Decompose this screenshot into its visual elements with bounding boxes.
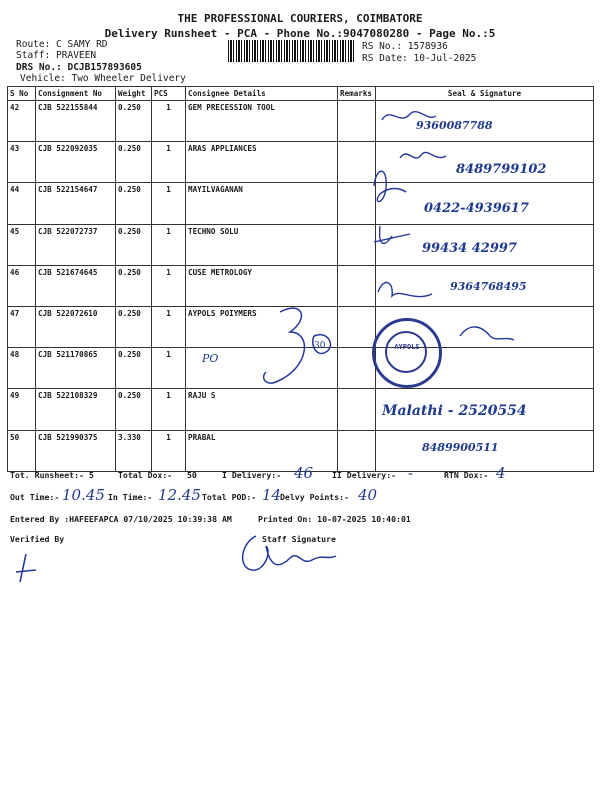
cell-sno: 50 xyxy=(8,430,36,471)
stamp-inner-ring xyxy=(385,331,427,373)
mark-stroke xyxy=(264,308,305,383)
cell-consignee: GEM PRECESSION TOOL xyxy=(186,101,338,142)
cell-pcs: 1 xyxy=(152,389,186,430)
cell-consignee: TECHNO SOLU xyxy=(186,224,338,265)
cell-sno: 48 xyxy=(8,348,36,389)
company-seal-stamp xyxy=(372,318,442,388)
staff-signature-scribble xyxy=(232,526,352,582)
cell-sno: 43 xyxy=(8,142,36,183)
handwritten-phone: 0422-4939617 xyxy=(424,201,529,217)
cell-consignee: RAJU S xyxy=(186,389,338,430)
cell-sno: 49 xyxy=(8,389,36,430)
handwritten-name-phone: Malathi - 2520554 xyxy=(382,403,527,420)
stamp-text: AYPOLS xyxy=(394,343,420,351)
staff-signature-label: Staff Signature xyxy=(262,534,336,544)
staff-label: Staff: PRAVEEN xyxy=(16,50,97,61)
i-delivery-value: 46 xyxy=(294,464,314,482)
rtn-dox-label: RTN Dox:- xyxy=(444,470,489,480)
total-pod-value: 14 xyxy=(262,486,282,504)
cell-consignment: CJB 521170865 xyxy=(36,348,116,389)
cell-sno: 42 xyxy=(8,101,36,142)
cell-pcs: 1 xyxy=(152,183,186,224)
vehicle-label: Vehicle: Two Wheeler Delivery xyxy=(20,73,186,84)
drs-number: DRS No.: DCJB157893605 xyxy=(16,62,142,73)
col-header-sno: S No xyxy=(8,87,36,101)
route-label: Route: C SAMY RD xyxy=(16,39,108,50)
out-time-value: 10.45 xyxy=(62,486,105,504)
cell-sno: 47 xyxy=(8,306,36,347)
cell-weight: 0.250 xyxy=(116,101,152,142)
cell-weight: 0.250 xyxy=(116,142,152,183)
tot-runsheet: Tot. Runsheet:- 5 xyxy=(10,470,94,480)
mark-text: 30 xyxy=(314,341,326,351)
in-time-label: In Time:- xyxy=(108,492,153,502)
col-header-consignee: Consignee Details xyxy=(186,87,338,101)
signature-scribble xyxy=(378,282,432,296)
signature-stroke xyxy=(243,536,336,570)
entered-by: Entered By :HAFEEFAPCA 07/10/2025 10:39:38 AM xyxy=(10,514,232,524)
company-title: THE PROFESSIONAL COURIERS, COIMBATORE xyxy=(177,12,423,25)
verified-by-label: Verified By xyxy=(10,534,65,544)
cell-consignment: CJB 522108329 xyxy=(36,389,116,430)
i-delivery-label: I Delivery:- xyxy=(222,470,282,480)
cell-consignee: ARAS APPLIANCES xyxy=(186,142,338,183)
cell-sno: 45 xyxy=(8,224,36,265)
handwritten-phone: 99434 42997 xyxy=(422,240,517,256)
cell-consignment: CJB 522154647 xyxy=(36,183,116,224)
rs-number: RS No.: 1578936 xyxy=(362,41,448,52)
cell-consignee: MAYILVAGANAN xyxy=(186,183,338,224)
in-time-value: 12.45 xyxy=(158,486,201,504)
col-header-consignment: Consignment No xyxy=(36,87,116,101)
cell-pcs: 1 xyxy=(152,142,186,183)
rs-date: RS Date: 10-Jul-2025 xyxy=(362,53,477,64)
cell-consignee: PRABAL xyxy=(186,430,338,471)
ii-delivery-label: II Delivery:- xyxy=(332,470,397,480)
signature-stroke xyxy=(16,554,36,582)
cell-pcs: 1 xyxy=(152,348,186,389)
cell-consignment: CJB 522092035 xyxy=(36,142,116,183)
cell-sno: 44 xyxy=(8,183,36,224)
signature-scribble xyxy=(460,327,514,340)
handwritten-phone: 9364768495 xyxy=(450,279,527,293)
cell-weight: 0.250 xyxy=(116,224,152,265)
cell-pcs: 1 xyxy=(152,224,186,265)
cell-weight: 0.250 xyxy=(116,348,152,389)
large-handwritten-mark xyxy=(252,298,342,393)
runsheet-subtitle: Delivery Runsheet - PCA - Phone No.:9047080280 - Page No.:5 xyxy=(104,27,496,40)
handwritten-phone: 8489799102 xyxy=(456,162,547,178)
handwritten-phone: 9360087788 xyxy=(416,119,493,132)
cell-consignment: CJB 522072610 xyxy=(36,306,116,347)
cell-pcs: 1 xyxy=(152,101,186,142)
cell-weight: 0.250 xyxy=(116,306,152,347)
handwritten-phone: 8489900511 xyxy=(422,440,499,454)
cell-weight: 0.250 xyxy=(116,265,152,306)
col-header-remarks: Remarks xyxy=(338,87,376,101)
printed-on: Printed On: 10-07-2025 10:40:01 xyxy=(258,514,411,524)
cell-weight: 0.250 xyxy=(116,389,152,430)
cell-consignee: CUSE METROLOGY xyxy=(186,265,338,306)
ii-delivery-value: - xyxy=(408,464,414,482)
total-dox-label: Total Dox:- xyxy=(118,470,173,480)
cell-consignment: CJB 521990375 xyxy=(36,430,116,471)
signature-scribbles xyxy=(370,96,595,446)
cell-consignment: CJB 522072737 xyxy=(36,224,116,265)
cell-weight: 3.330 xyxy=(116,430,152,471)
signature-scribble xyxy=(382,112,436,120)
delvy-points-label: Delvy Points:- xyxy=(280,492,350,502)
cell-consignment: CJB 521674645 xyxy=(36,265,116,306)
rtn-dox-value: 4 xyxy=(496,464,506,482)
verifier-signature xyxy=(10,548,50,588)
col-header-pcs: PCS xyxy=(152,87,186,101)
delvy-points-value: 40 xyxy=(358,486,378,504)
signature-scribble xyxy=(374,226,410,243)
signature-scribble xyxy=(400,152,446,158)
po-handwritten-note: PO xyxy=(202,352,219,365)
col-header-signature: Seal & Signature xyxy=(376,87,594,101)
cell-sno: 46 xyxy=(8,265,36,306)
cell-pcs: 1 xyxy=(152,430,186,471)
cell-consignee: AYPOLS POIYMERS xyxy=(186,306,338,347)
cell-pcs: 1 xyxy=(152,265,186,306)
barcode-image xyxy=(228,40,354,62)
signature-scribble xyxy=(374,171,406,201)
total-dox-value: 50 xyxy=(187,470,197,480)
total-pod-label: Total POD:- xyxy=(202,492,257,502)
cell-weight: 0.250 xyxy=(116,183,152,224)
col-header-weight: Weight xyxy=(116,87,152,101)
out-time-label: Out Time:- xyxy=(10,492,60,502)
cell-consignment: CJB 522155844 xyxy=(36,101,116,142)
cell-pcs: 1 xyxy=(152,306,186,347)
